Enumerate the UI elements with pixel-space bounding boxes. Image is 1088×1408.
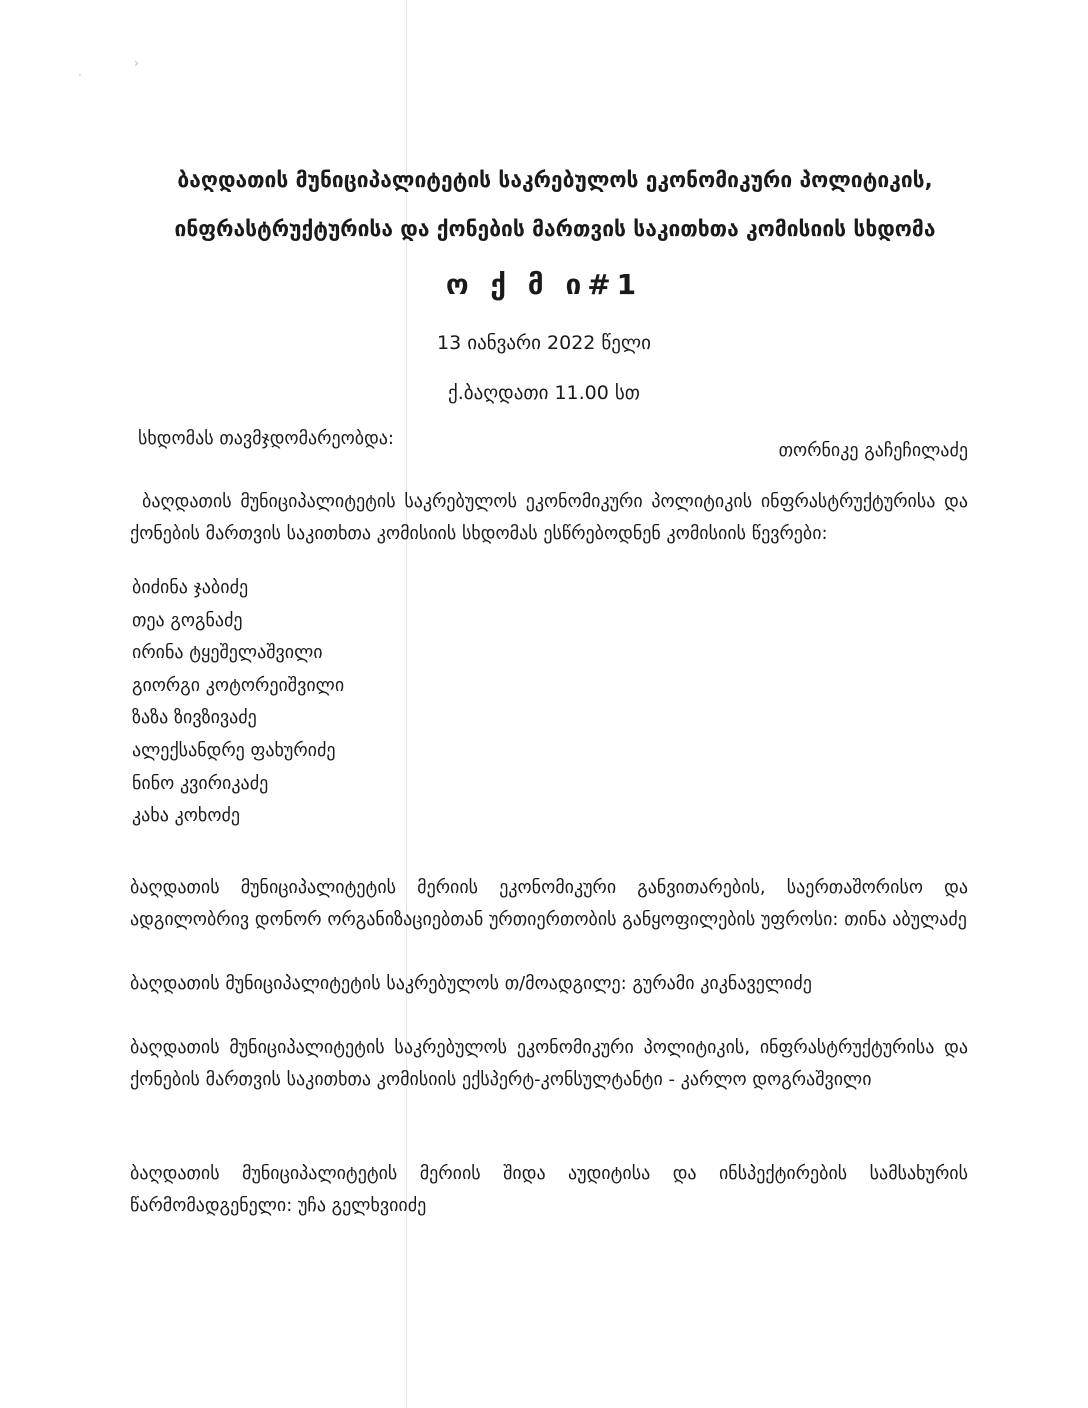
chair-label: სხდომას თავმჯდომარეობდა:	[138, 428, 394, 449]
guest-mayoralty-head: ბაღდათის მუნიციპალიტეტის მერიის ეკონომიკური განვითარების, საერთაშორისო და ადგილობრივ დონორ ორგანიზაციებთან ურთიერთობის განყოფილების უფროსი: თინა აბულაძე	[130, 877, 968, 930]
protocol-number: ო ქ მ ი#1	[445, 268, 643, 301]
member-item: ნინო კვირიკაძე	[132, 772, 269, 794]
member-item: ალექსანდრე ფახურიძე	[132, 739, 336, 761]
member-item: კახა კოხოძე	[132, 805, 241, 827]
meeting-date: 13 იანვარი 2022 წელი	[437, 332, 651, 354]
member-item: ზაზა ზივზივაძე	[132, 707, 257, 729]
meeting-place-time: ქ.ბაღდათი 11.00 სთ	[447, 382, 641, 404]
scan-speck: ›	[134, 56, 139, 70]
member-item: ირინა ტყეშელაშვილი	[132, 642, 323, 664]
member-item: თეა გოგნაძე	[132, 609, 243, 631]
guest-expert-consultant: ბაღდათის მუნიციპალიტეტის საკრებულოს ეკონომიკური პოლიტიკის, ინფრასტრუქტურისა და ქონების მართვის საკითხთა კომისიის ექსპერტ-კონსულტანტი - კარლო დოგრაშვილი	[130, 1037, 968, 1090]
document-title-line-1: ბაღდათის მუნიციპალიტეტის საკრებულოს ეკონომიკური პოლიტიკის,	[177, 168, 933, 192]
guest-audit-representative: ბაღდათის მუნიციპალიტეტის მერიის შიდა აუდიტისა და ინსპექტირების სამსახურის წარმომადგენელი: უჩა გელხვიიძე	[130, 1163, 968, 1216]
member-item: ბიძინა ჯაბიძე	[132, 577, 249, 598]
member-item: გიორგი კოტორეიშვილი	[132, 674, 345, 696]
scan-dot: ·	[78, 68, 82, 82]
chair-name: თორნიკე გაჩეჩილაძე	[778, 440, 968, 461]
member-list	[132, 572, 344, 833]
attendance-intro: ბაღდათის მუნიციპალიტეტის საკრებულოს ეკონომიკური პოლიტიკის ინფრასტრუქტურისა და ქონების მართვის საკითხთა კომისიის სხდომას ესწრებოდნენ კომისიის წევრები:	[130, 491, 968, 544]
guest-deputy-chair: ბაღდათის მუნიციპალიტეტის საკრებულოს თ/მოადგილე: გურამი კიკნაველიძე	[130, 973, 812, 994]
document-title-line-2: ინფრასტრუქტურისა და ქონების მართვის საკითხთა კომისიის სხდომა	[174, 217, 936, 241]
